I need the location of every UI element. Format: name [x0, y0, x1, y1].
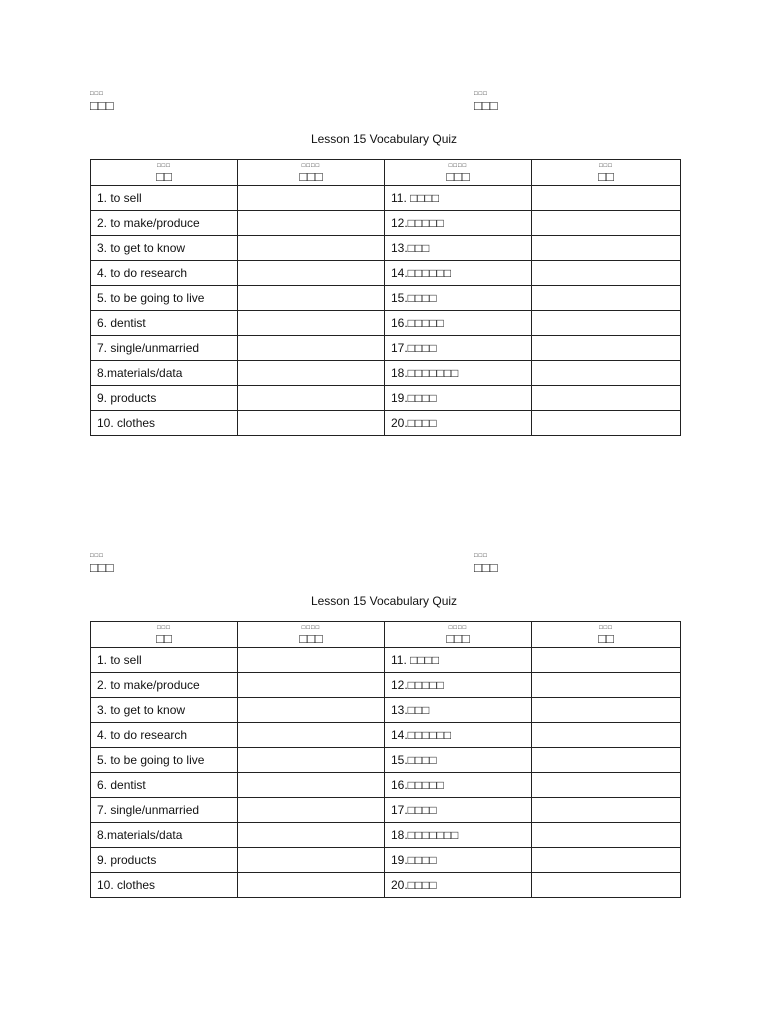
answer-cell[interactable]: [532, 673, 681, 698]
english-cell: 4. to do research: [91, 723, 238, 748]
name-ruby: □□□: [90, 91, 104, 97]
table-row: [91, 261, 681, 286]
japanese-cell: 18.□□□□□□□: [385, 823, 532, 848]
japanese-cell: 11. □□□□: [385, 186, 532, 211]
header-ruby: □□□: [599, 624, 613, 631]
table-row: [91, 798, 681, 823]
header-answer-left: [238, 622, 385, 648]
table-row: [91, 823, 681, 848]
answer-cell[interactable]: [532, 411, 681, 436]
table-row: [91, 848, 681, 873]
answer-cell[interactable]: [532, 873, 681, 898]
answer-cell[interactable]: [532, 311, 681, 336]
header-japanese: [385, 160, 532, 186]
answer-cell[interactable]: [238, 873, 385, 898]
japanese-cell: 17.□□□□: [385, 798, 532, 823]
english-cell: 10. clothes: [91, 873, 238, 898]
answer-cell[interactable]: [238, 236, 385, 261]
answer-cell[interactable]: [238, 748, 385, 773]
quiz-title: Lesson 15 Vocabulary Quiz: [310, 132, 458, 146]
table-row: [91, 186, 681, 211]
answer-cell[interactable]: [532, 261, 681, 286]
japanese-cell: 17.□□□□: [385, 336, 532, 361]
name-label: [90, 90, 114, 113]
answer-cell[interactable]: [238, 286, 385, 311]
table-row: [91, 311, 681, 336]
english-cell: 4. to do research: [91, 261, 238, 286]
name-ruby: □□□: [90, 553, 104, 559]
answer-cell[interactable]: [238, 648, 385, 673]
answer-cell[interactable]: [238, 848, 385, 873]
header-label: □□: [156, 630, 172, 646]
table-row: [91, 411, 681, 436]
answer-cell[interactable]: [532, 798, 681, 823]
english-cell: 8.materials/data: [91, 823, 238, 848]
japanese-cell: 20.□□□□: [385, 411, 532, 436]
date-ruby: □□□: [474, 553, 488, 559]
japanese-cell: 15.□□□□: [385, 286, 532, 311]
japanese-cell: 12.□□□□□: [385, 211, 532, 236]
japanese-cell: 19.□□□□: [385, 386, 532, 411]
english-cell: 7. single/unmarried: [91, 336, 238, 361]
table-row: [91, 361, 681, 386]
table-header-row: [91, 622, 681, 648]
answer-cell[interactable]: [238, 211, 385, 236]
english-cell: 1. to sell: [91, 186, 238, 211]
english-cell: 7. single/unmarried: [91, 798, 238, 823]
date-label: [474, 90, 498, 113]
header-label: □□: [598, 630, 614, 646]
table-row: [91, 673, 681, 698]
header-label: □□: [156, 168, 172, 184]
table-header-row: [91, 160, 681, 186]
header-answer-left: [238, 160, 385, 186]
answer-cell[interactable]: [532, 186, 681, 211]
english-cell: 3. to get to know: [91, 236, 238, 261]
name-text: □□□: [90, 98, 114, 113]
quiz-sheet-bottom: [0, 552, 768, 972]
answer-cell[interactable]: [532, 773, 681, 798]
header-ruby: □□□□: [448, 624, 468, 631]
answer-cell[interactable]: [238, 261, 385, 286]
answer-cell[interactable]: [238, 773, 385, 798]
quiz-sheet-top: [0, 90, 768, 510]
header-ruby: □□□□: [448, 162, 468, 169]
japanese-cell: 14.□□□□□□: [385, 261, 532, 286]
table-row: [91, 723, 681, 748]
answer-cell[interactable]: [532, 698, 681, 723]
answer-cell[interactable]: [532, 748, 681, 773]
japanese-cell: 20.□□□□: [385, 873, 532, 898]
english-cell: 3. to get to know: [91, 698, 238, 723]
header-ruby: □□□: [599, 162, 613, 169]
english-cell: 10. clothes: [91, 411, 238, 436]
header-label: □□□: [446, 630, 470, 646]
english-cell: 2. to make/produce: [91, 673, 238, 698]
english-cell: 9. products: [91, 386, 238, 411]
header-english: [91, 622, 238, 648]
vocab-table: [90, 159, 681, 436]
answer-cell[interactable]: [238, 336, 385, 361]
english-cell: 2. to make/produce: [91, 211, 238, 236]
japanese-cell: 12.□□□□□: [385, 673, 532, 698]
answer-cell[interactable]: [532, 723, 681, 748]
name-text: □□□: [90, 560, 114, 575]
header-ruby: □□□□: [301, 162, 321, 169]
vocab-table: [90, 621, 681, 898]
answer-cell[interactable]: [238, 673, 385, 698]
header-answer-right: [532, 622, 681, 648]
table-row: [91, 286, 681, 311]
table-row: [91, 386, 681, 411]
header-answer-right: [532, 160, 681, 186]
header-label: □□□: [299, 630, 323, 646]
table-row: [91, 211, 681, 236]
japanese-cell: 13.□□□: [385, 236, 532, 261]
answer-cell[interactable]: [238, 698, 385, 723]
answer-cell[interactable]: [532, 336, 681, 361]
answer-cell[interactable]: [532, 848, 681, 873]
header-label: □□□: [299, 168, 323, 184]
answer-cell[interactable]: [238, 411, 385, 436]
answer-cell[interactable]: [238, 361, 385, 386]
header-ruby: □□□: [157, 162, 171, 169]
table-row: [91, 873, 681, 898]
table-row: [91, 748, 681, 773]
answer-cell[interactable]: [532, 211, 681, 236]
japanese-cell: 11. □□□□: [385, 648, 532, 673]
english-cell: 9. products: [91, 848, 238, 873]
answer-cell[interactable]: [532, 648, 681, 673]
header-english: [91, 160, 238, 186]
table-row: [91, 648, 681, 673]
header-label: □□□: [446, 168, 470, 184]
quiz-title: Lesson 15 Vocabulary Quiz: [310, 594, 458, 608]
table-row: [91, 698, 681, 723]
answer-cell[interactable]: [238, 723, 385, 748]
header-ruby: □□□□: [301, 624, 321, 631]
english-cell: 8.materials/data: [91, 361, 238, 386]
answer-cell[interactable]: [238, 823, 385, 848]
answer-cell[interactable]: [238, 311, 385, 336]
answer-cell[interactable]: [532, 286, 681, 311]
table-row: [91, 336, 681, 361]
answer-cell[interactable]: [532, 236, 681, 261]
english-cell: 6. dentist: [91, 311, 238, 336]
answer-cell[interactable]: [238, 798, 385, 823]
japanese-cell: 16.□□□□□: [385, 773, 532, 798]
japanese-cell: 16.□□□□□: [385, 311, 532, 336]
english-cell: 5. to be going to live: [91, 748, 238, 773]
date-ruby: □□□: [474, 91, 488, 97]
answer-cell[interactable]: [532, 361, 681, 386]
answer-cell[interactable]: [532, 823, 681, 848]
japanese-cell: 13.□□□: [385, 698, 532, 723]
english-cell: 6. dentist: [91, 773, 238, 798]
english-cell: 5. to be going to live: [91, 286, 238, 311]
answer-cell[interactable]: [532, 386, 681, 411]
header-label: □□: [598, 168, 614, 184]
japanese-cell: 18.□□□□□□□: [385, 361, 532, 386]
japanese-cell: 14.□□□□□□: [385, 723, 532, 748]
date-text: □□□: [474, 98, 498, 113]
table-row: [91, 773, 681, 798]
answer-cell[interactable]: [238, 186, 385, 211]
date-label: [474, 552, 498, 575]
header-ruby: □□□: [157, 624, 171, 631]
japanese-cell: 19.□□□□: [385, 848, 532, 873]
header-japanese: [385, 622, 532, 648]
answer-cell[interactable]: [238, 386, 385, 411]
name-label: [90, 552, 114, 575]
date-text: □□□: [474, 560, 498, 575]
table-row: [91, 236, 681, 261]
japanese-cell: 15.□□□□: [385, 748, 532, 773]
english-cell: 1. to sell: [91, 648, 238, 673]
